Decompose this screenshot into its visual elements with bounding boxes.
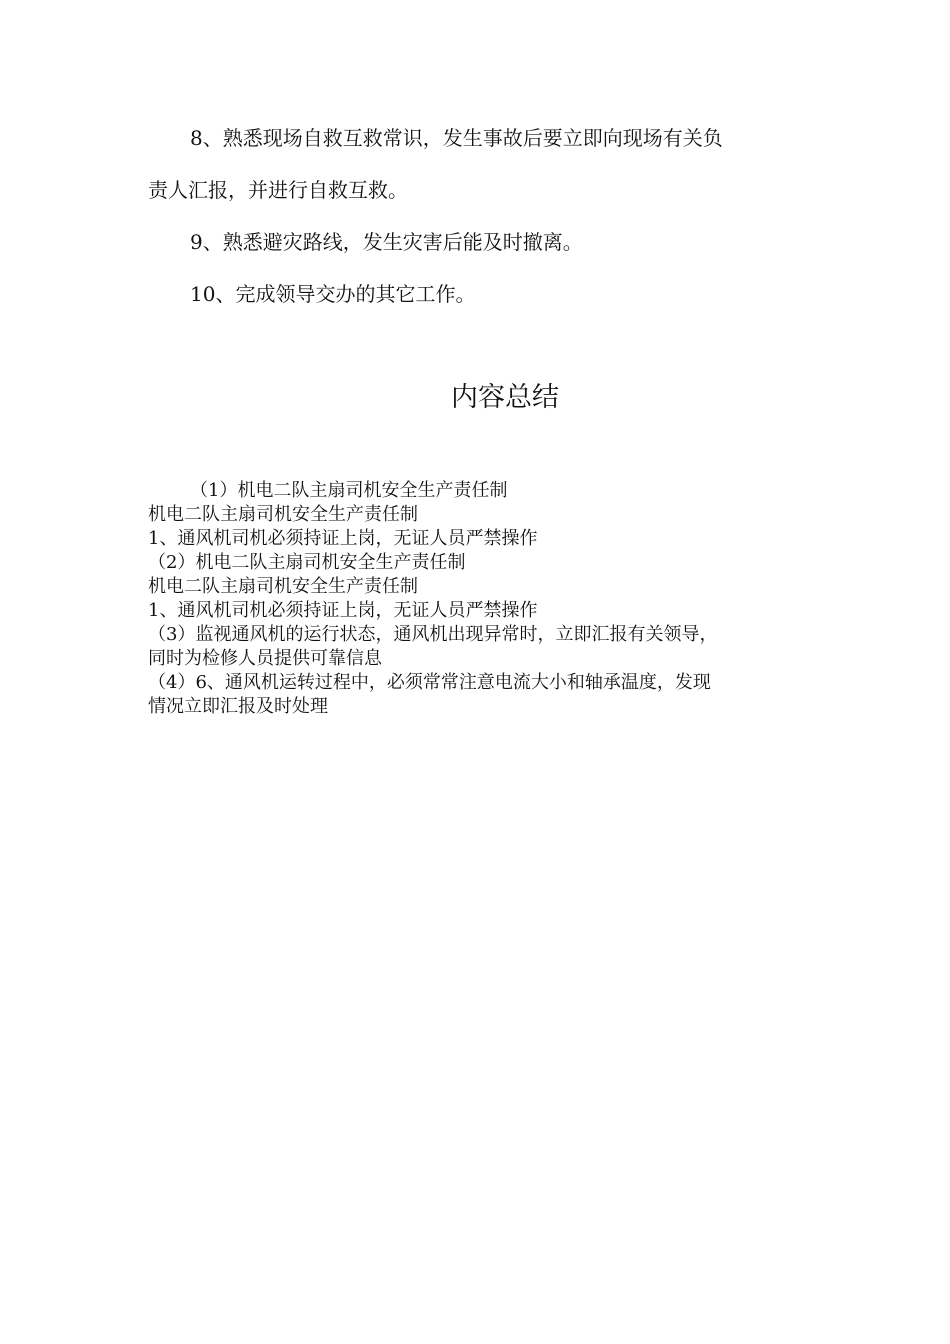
summary-line: 机电二队主扇司机安全生产责任制 [148,504,418,525]
summary-line: 1、通风机司机必须持证上岗，无证人员严禁操作 [148,528,538,549]
item-8-line-2: 责人汇报，并进行自救互救。 [148,178,408,202]
summary-line: 情况立即汇报及时处理 [148,696,328,717]
summary-title: 内容总结 [451,382,559,413]
summary-line: 同时为检修人员提供可靠信息 [148,648,382,669]
item-10: 10、完成领导交办的其它工作。 [190,282,476,306]
item-8-line-1: 8、熟悉现场自救互救常识，发生事故后要立即向现场有关负 [190,126,723,150]
item-9: 9、熟悉避灾路线，发生灾害后能及时撤离。 [190,230,583,254]
summary-line: 机电二队主扇司机安全生产责任制 [148,576,418,597]
summary-block [148,479,808,719]
summary-line: （2）机电二队主扇司机安全生产责任制 [148,552,466,573]
summary-line: （4）6、通风机运转过程中，必须常常注意电流大小和轴承温度，发现 [148,672,711,693]
summary-line: （3）监视通风机的运行状态，通风机出现异常时，立即汇报有关领导， [148,624,718,645]
summary-line: （1）机电二队主扇司机安全生产责任制 [190,480,508,501]
summary-line: 1、通风机司机必须持证上岗，无证人员严禁操作 [148,600,538,621]
